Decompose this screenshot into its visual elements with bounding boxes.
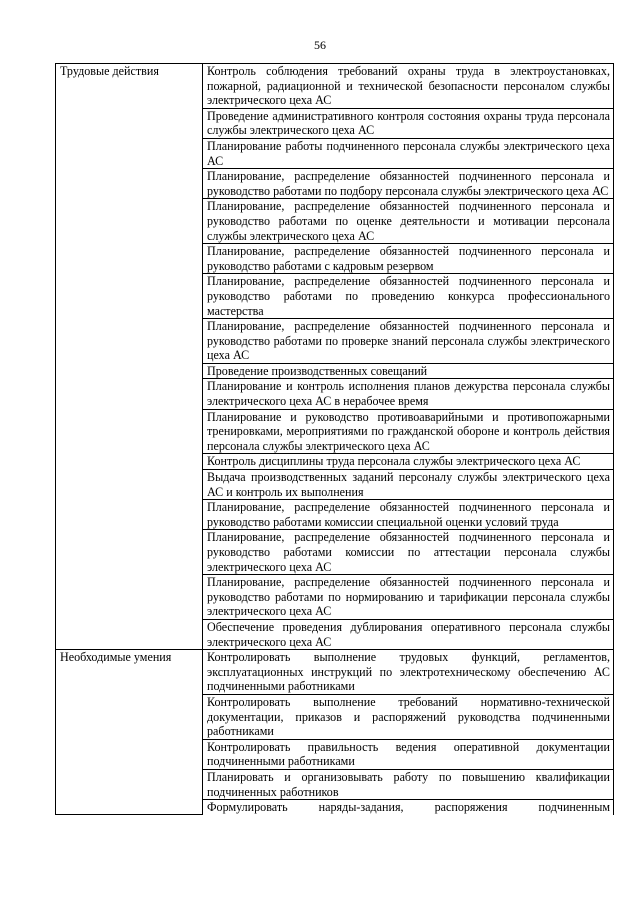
table-cell: Планирование, распределение обязанностей подчиненного персонала и руководство работами по оценке деятельности и мотивации персонала службы электрического цеха АС bbox=[203, 199, 614, 244]
table-cell: Проведение административного контроля состояния охраны труда персонала службы электрического цеха АС bbox=[203, 108, 614, 138]
table-row bbox=[56, 650, 614, 695]
table-cell: Планирование, распределение обязанностей подчиненного персонала и руководство работами по проверке знаний персонала службы электрического цеха АС bbox=[203, 319, 614, 364]
table-cell: Планирование и руководство противоаварийными и противопожарными тренировками, мероприятиями по гражданской обороне и контроль действия персонала службы электрического цеха АС bbox=[203, 409, 614, 454]
table-cell: Контролировать правильность ведения оперативной документации подчиненными работниками bbox=[203, 739, 614, 769]
table-cell: Обеспечение проведения дублирования оперативного персонала службы электрического цеха АС bbox=[203, 619, 614, 649]
page-number: 56 bbox=[314, 38, 326, 52]
table-cell: Контроль соблюдения требований охраны труда в электроустановках, пожарной, радиационной и технической безопасности персоналом службы электрического цеха АС bbox=[203, 64, 614, 109]
table-cell: Планирование, распределение обязанностей подчиненного персонала и руководство работами комиссии по аттестации персонала службы электрического цеха АС bbox=[203, 530, 614, 575]
table-row bbox=[56, 64, 614, 109]
table-cell: Контроль дисциплины труда персонала службы электрического цеха АС bbox=[203, 454, 614, 470]
table-cell: Планирование, распределение обязанностей подчиненного персонала и руководство работами комиссии специальной оценки условий труда bbox=[203, 500, 614, 530]
table-cell: Проведение производственных совещаний bbox=[203, 363, 614, 379]
table-cell: Планирование работы подчиненного персонала службы электрического цеха АС bbox=[203, 138, 614, 168]
table-cell: Контролировать выполнение требований нормативно-технической документации, приказов и распоряжений руководства подчиненными работниками bbox=[203, 694, 614, 739]
table-cell: Планирование и контроль исполнения планов дежурства персонала службы электрического цеха АС в нерабочее время bbox=[203, 379, 614, 409]
section-title-labor-actions: Трудовые действия bbox=[56, 64, 203, 650]
table-cell: Планирование, распределение обязанностей подчиненного персонала и руководство работами по проведению конкурса профессионального мастерства bbox=[203, 274, 614, 319]
table-cell: Формулировать наряды-задания, распоряжения подчиненным bbox=[203, 800, 614, 815]
table-cell: Планирование, распределение обязанностей подчиненного персонала и руководство работами по подбору персонала службы электрического цеха АС bbox=[203, 169, 614, 199]
table-cell: Планирование, распределение обязанностей подчиненного персонала и руководство работами по нормированию и тарификации персонала службы электрического цеха АС bbox=[203, 575, 614, 620]
section-title-required-skills: Необходимые умения bbox=[56, 650, 203, 815]
table-cell: Контролировать выполнение трудовых функций, регламентов, эксплуатационных инструкций по электротехническому обеспечению АС подчиненными работниками bbox=[203, 650, 614, 695]
table-cell: Планирование, распределение обязанностей подчиненного персонала и руководство работами с кадровым резервом bbox=[203, 244, 614, 274]
table-cell: Планировать и организовывать работу по повышению квалификации подчиненных работников bbox=[203, 769, 614, 799]
competency-table bbox=[55, 63, 614, 815]
table-cell: Выдача производственных заданий персоналу службы электрического цеха АС и контроль их выполнения bbox=[203, 470, 614, 500]
